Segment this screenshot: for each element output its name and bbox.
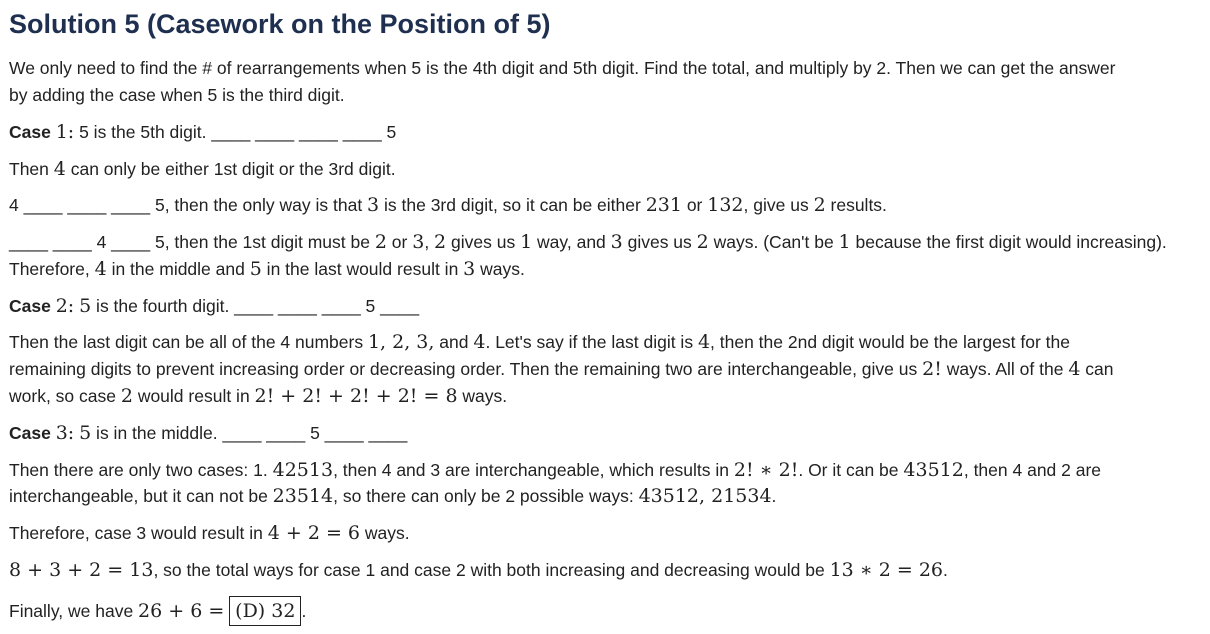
text: is the 3rd digit, so it can be either	[379, 195, 646, 215]
text: We only need to find the # of rearrangements when 5 is the 4th digit and 5th digit. Find the total, and multiply by 2. Then we can get the answer	[9, 58, 1116, 78]
text: , then 4 and 3 are interchangeable, which results in	[333, 460, 734, 480]
math: 2! ∗ 2!	[733, 459, 799, 481]
text: ways.	[475, 259, 525, 279]
text: way, and	[532, 232, 611, 252]
case-1-text: 5 is the 5th digit. ____ ____ ____ ____ 5	[74, 122, 397, 142]
line-17-final-answer	[9, 596, 306, 626]
math: 23514	[272, 485, 334, 507]
line-14	[9, 483, 776, 510]
math: 4	[1068, 358, 1081, 380]
case-1-number: 1:	[55, 121, 75, 143]
case-2-line	[9, 293, 419, 320]
text: .	[301, 601, 307, 621]
text: ways. All of the	[941, 359, 1069, 379]
case-2-label: Case	[9, 296, 51, 316]
math: 1	[520, 231, 533, 253]
line-16	[9, 557, 948, 584]
line-6	[9, 229, 1167, 256]
paragraph-intro-line-2	[9, 82, 345, 109]
math: 3	[367, 194, 380, 216]
text: and	[434, 332, 474, 352]
math: 42513	[272, 459, 334, 481]
text: ways. (Can't be	[708, 232, 839, 252]
answer-box: (D) 32	[229, 596, 301, 626]
text: gives us	[446, 232, 521, 252]
line-5	[9, 192, 887, 219]
case-2-number: 2:	[55, 295, 75, 317]
text: ,	[424, 232, 435, 252]
text: work, so case	[9, 386, 121, 406]
case-3-label: Case	[9, 423, 51, 443]
math: 2	[434, 231, 447, 253]
case-3-text: is in the middle. ____ ____ 5 ____ ____	[91, 423, 408, 443]
line-4	[9, 156, 396, 183]
text: Finally, we have	[9, 601, 139, 621]
math: 2	[813, 194, 826, 216]
math: 43512, 21534	[638, 485, 772, 507]
text: can	[1080, 359, 1114, 379]
math: 3	[463, 258, 476, 280]
text: 4 ____ ____ ____ 5, then the only way is that	[9, 195, 368, 215]
text: Therefore,	[9, 259, 95, 279]
text: , then 4 and 2 are	[963, 460, 1102, 480]
math: 4	[53, 158, 66, 180]
solution-heading: Solution 5 (Casework on the Position of 5)	[9, 9, 551, 39]
line-15	[9, 520, 410, 547]
case-2-text: is the fourth digit. ____ ____ ____ 5 ____	[91, 296, 420, 316]
text: , then the 2nd digit would be the largest for the	[710, 332, 1070, 352]
line-13	[9, 457, 1101, 484]
case-1-line	[9, 119, 396, 146]
math: 3	[610, 231, 623, 253]
text: can only be either 1st digit or the 3rd digit.	[65, 159, 396, 179]
text: in the middle and	[106, 259, 250, 279]
math: 4	[473, 331, 486, 353]
text: results.	[825, 195, 887, 215]
paragraph-intro-line-1	[9, 55, 1115, 82]
math: 5	[249, 258, 262, 280]
text: . Or it can be	[798, 460, 904, 480]
math: 13 ∗ 2 = 26	[829, 559, 943, 581]
math: 2	[696, 231, 709, 253]
text: remaining digits to prevent increasing order or decreasing order. Then the remaining two are interchangeable, give us	[9, 359, 923, 379]
line-11	[9, 383, 507, 410]
math: 132	[707, 194, 744, 216]
math: 4	[697, 331, 711, 353]
text: in the last would result in	[261, 259, 464, 279]
text: , so there can only be 2 possible ways:	[333, 486, 639, 506]
math: 5	[79, 295, 92, 317]
text: ____ ____ 4 ____ 5, then the 1st digit must be	[9, 232, 375, 252]
math: 2!	[922, 358, 942, 380]
line-9	[9, 329, 1070, 356]
text: Then	[9, 159, 54, 179]
math: 1	[838, 231, 851, 253]
text: .	[943, 560, 948, 580]
math: 8 + 3 + 2 = 13	[9, 559, 154, 581]
math: 4	[94, 258, 107, 280]
text: Therefore, case 3 would result in	[9, 523, 268, 543]
math: 2	[374, 231, 387, 253]
math: 231	[645, 194, 682, 216]
text: gives us	[622, 232, 697, 252]
case-1-label: Case	[9, 122, 51, 142]
text: . Let's say if the last digit is	[485, 332, 698, 352]
text: ways.	[360, 523, 410, 543]
case-3-line	[9, 420, 407, 447]
text: by adding the case when 5 is the third digit.	[9, 85, 345, 105]
math: 2! + 2! + 2! + 2! = 8	[254, 385, 458, 407]
math: 26 + 6 =	[138, 600, 225, 622]
text: or	[681, 195, 708, 215]
line-7	[9, 256, 525, 283]
text: Then there are only two cases: 1.	[9, 460, 273, 480]
text: Then the last digit can be all of the 4 numbers	[9, 332, 368, 352]
text: because the first digit would increasing).	[850, 232, 1167, 252]
math: 43512	[903, 459, 964, 481]
math: 3	[412, 231, 425, 253]
text: or	[386, 232, 413, 252]
math: 2	[120, 385, 133, 407]
text: ways.	[457, 386, 508, 406]
math: 4 + 2 = 6	[267, 522, 361, 544]
math: 5	[79, 422, 92, 444]
text: .	[771, 486, 777, 506]
text: , give us	[743, 195, 814, 215]
case-3-number: 3:	[55, 422, 75, 444]
text: would result in	[132, 386, 255, 406]
line-10	[9, 356, 1113, 383]
text: , so the total ways for case 1 and case 2 with both increasing and decreasing would be	[153, 560, 830, 580]
math: 1, 2, 3,	[367, 331, 435, 353]
text: interchangeable, but it can not be	[9, 486, 273, 506]
